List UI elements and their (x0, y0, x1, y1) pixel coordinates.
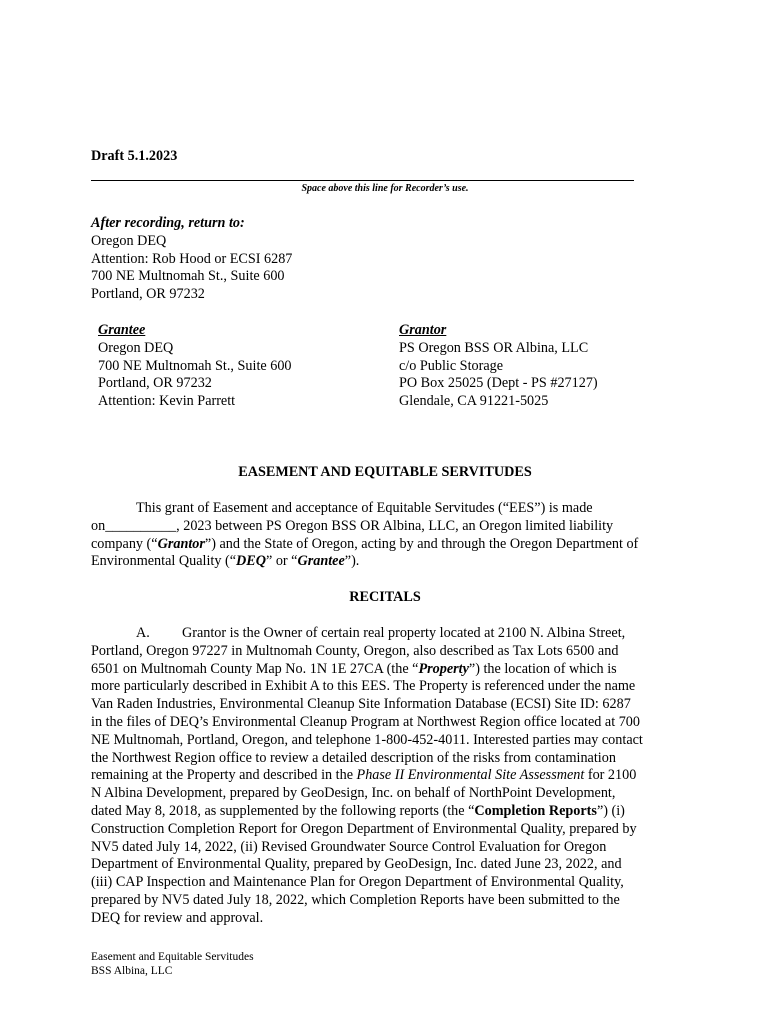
footer-line: Easement and Equitable Servitudes (91, 951, 254, 963)
recital-letter: A. (136, 625, 150, 641)
grantor-line: c/o Public Storage (399, 357, 504, 374)
recital-line: the Northwest Region office to review a detailed description of the risks from contamination (91, 749, 616, 766)
recital-text: dated May 8, 2018, as supplemented by the following reports (the “ (91, 802, 475, 819)
grantor-line: PS Oregon BSS OR Albina, LLC (399, 339, 589, 356)
grantor-line: Glendale, CA 91221-5025 (399, 393, 549, 410)
recital-line: N Albina Development, prepared by GeoDesign, Inc. on behalf of NorthPoint Development, (91, 785, 616, 802)
recital-line: prepared by NV5 dated July 18, 2022, which Completion Reports have been submitted to the (91, 891, 620, 908)
recital-text: ”) (i) (596, 802, 625, 819)
grantee-line: Oregon DEQ (98, 339, 174, 356)
intro-paragraph (91, 500, 679, 571)
grantee-term: Grantee (297, 553, 345, 570)
page-footer (91, 950, 254, 978)
return-to-line: 700 NE Multnomah St., Suite 600 (91, 268, 285, 285)
recital-line: in the files of DEQ’s Environmental Cleanup Program at Northwest Region office located at 700 (91, 713, 640, 730)
grantee-line: Portland, OR 97232 (98, 375, 212, 392)
grantor-term: Grantor (157, 535, 205, 552)
grantor-block (399, 322, 598, 411)
intro-text: ”) and the State of Oregon, acting by and through the Oregon Department of (204, 535, 639, 552)
return-to-line: Attention: Rob Hood or ECSI 6287 (91, 250, 293, 267)
return-to-block (91, 215, 292, 304)
grantor-line: PO Box 25025 (Dept - PS #27127) (399, 375, 598, 392)
property-term: Property (418, 660, 469, 677)
report-title: Phase II Environmental Site Assessment (356, 767, 585, 784)
footer-line: BSS Albina, LLC (91, 965, 173, 977)
recital-text: ”) the location of which is (468, 660, 617, 677)
intro-text: ”). (344, 553, 360, 570)
recital-line: Construction Completion Report for Oregon Department of Environmental Quality, prepared by (91, 820, 637, 837)
grantee-heading: Grantee (98, 322, 146, 338)
intro-text: ” or “ (265, 553, 298, 570)
grantee-line: 700 NE Multnomah St., Suite 600 (98, 357, 292, 374)
recital-text: for 2100 (584, 767, 637, 784)
intro-line: This grant of Easement and acceptance of Equitable Servitudes (“EES”) is made (136, 500, 593, 516)
recital-line: Department of Environmental Quality, prepared by GeoDesign, Inc. dated June 23, 2022, and (91, 856, 622, 873)
return-to-heading: After recording, return to: (91, 215, 245, 231)
recital-a-paragraph (91, 625, 679, 928)
draft-label: Draft 5.1.2023 (91, 148, 178, 164)
document-title: EASEMENT AND EQUITABLE SERVITUDES (238, 464, 532, 480)
recital-line: NV5 dated July 14, 2022, (ii) Revised Groundwater Source Control Evaluation for Oregon (91, 838, 607, 855)
recital-text: 6501 on Multnomah County Map No. 1N 1E 27CA (the “ (91, 660, 419, 677)
return-to-line: Portland, OR 97232 (91, 286, 205, 303)
intro-text: Environmental Quality (“ (91, 553, 236, 570)
completion-reports-term: Completion Reports (474, 802, 597, 819)
recitals-heading: RECITALS (349, 589, 421, 605)
return-to-line: Oregon DEQ (91, 232, 167, 249)
recorder-note: Space above this line for Recorder’s use. (301, 183, 469, 194)
recital-line: Portland, Oregon 97227 in Multnomah County, Oregon, also described as Tax Lots 6500 and (91, 642, 619, 659)
deq-term: DEQ (236, 553, 266, 570)
recital-text: remaining at the Property and described in the (91, 767, 357, 784)
recital-line: DEQ for review and approval. (91, 909, 264, 926)
recital-line: Grantor is the Owner of certain real property located at 2100 N. Albina Street, (182, 625, 626, 641)
recital-line: Van Raden Industries, Environmental Cleanup Site Information Database (ECSI) Site ID: 6287 (91, 696, 631, 713)
grantor-heading: Grantor (399, 322, 447, 338)
recorder-divider (91, 180, 634, 181)
recital-line: NE Multnomah, Portland, Oregon, and telephone 1-800-452-4011. Interested parties may contact (91, 731, 643, 748)
intro-line: on__________, 2023 between PS Oregon BSS OR Albina, LLC, an Oregon limited liability (91, 517, 614, 534)
grantee-line: Attention: Kevin Parrett (98, 393, 236, 410)
recital-line: (iii) CAP Inspection and Maintenance Plan for Oregon Department of Environmental Quality, (91, 874, 624, 891)
grantee-block (98, 322, 292, 411)
intro-text: company (“ (91, 535, 158, 552)
recital-line: more particularly described in Exhibit A to this EES. The Property is referenced under the name (91, 678, 636, 695)
